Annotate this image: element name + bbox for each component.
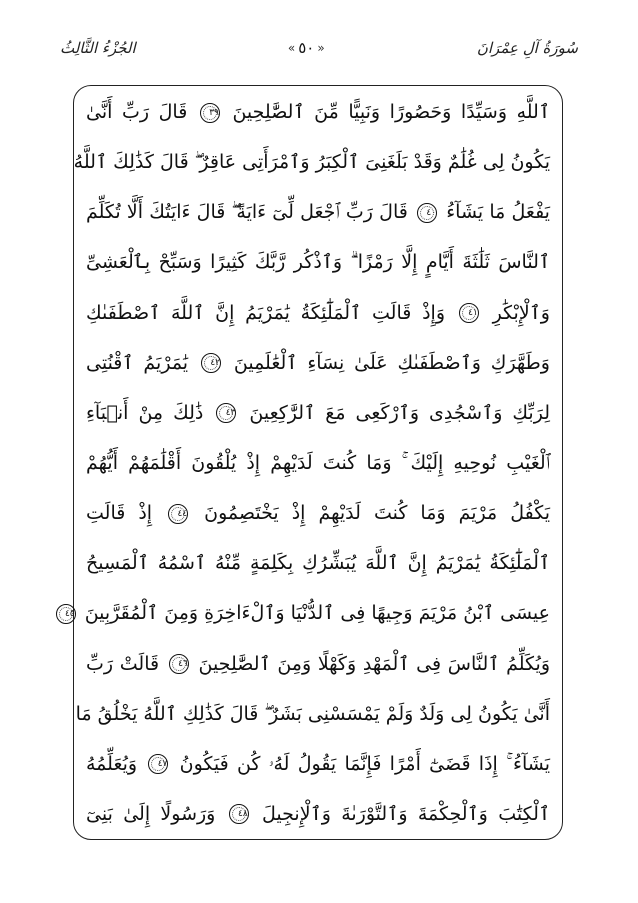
verse-text: أَنَّىٰ يَكُونُ لِى وَلَدٌ وَلَمْ يَمْسَسْنِى بَشَرٌ ۖ قَالَ كَذَٰلِكِ ٱللَّهُ يَخْلُقُ مَا [75,702,550,725]
page-number-block [288,39,325,57]
text-line [86,539,550,587]
text-line [64,589,550,637]
ayah-end-marker-icon: ٣٩ [200,103,220,123]
ayah-end-marker-icon: ٤٨ [229,804,249,824]
text-line [86,439,550,487]
verse-text: ٱلنَّاسَ ثَلَٰثَةَ أَيَّامٍ إِلَّا رَمْزًا ۗ وَٱذْكُر رَّبَّكَ كَثِيرًا وَسَبِّحْ بِٱلْعَشِىِّ [86,251,550,274]
page-header [60,30,578,66]
text-line [75,690,550,738]
verse-text: ٱلْمَلَٰٓئِكَةُ يَٰمَرْيَمُ إِنَّ ٱللَّهَ يُبَشِّرُكِ بِكَلِمَةٍ مِّنْهُ ٱسْمُهُ ٱلْمَسِيحُ [86,552,550,575]
ayah-end-marker-icon: ٤١ [459,303,479,323]
text-line [86,640,550,688]
text-line [86,389,550,437]
ayah-end-marker-icon: ٤٧ [148,754,168,774]
verse-text: يَٰمَرْيَمُ ٱقْنُتِى [86,351,189,374]
verse-text: وَٱلْإِبْكَٰرِ [492,301,550,324]
verse-text: ذَٰلِكَ مِنْ أَنۢبَآءِ [86,401,204,424]
verse-text: يَكْفُلُ مَرْيَمَ وَمَا كُنتَ لَدَيْهِمْ إِذْ يَخْتَصِمُونَ [204,502,550,525]
ayah-end-marker-icon: ٤٢ [201,353,221,373]
ayah-end-marker-icon: ٤٤ [168,504,188,524]
ornament-left-icon: « [287,41,296,55]
ornament-right-icon: » [317,41,325,55]
verse-text: قَالَتْ رَبِّ [86,652,160,675]
verse-text: وَيُكَلِّمُ ٱلنَّاسَ فِى ٱلْمَهْدِ وَكَهْلًا وَمِنَ ٱلصَّٰلِحِينَ [198,652,551,675]
verse-text: يَشَآءُ ۚ إِذَا قَضَىٰٓ أَمْرًا فَإِنَّمَا يَقُولُ لَهُۥ كُن فَيَكُونُ [179,752,550,775]
verse-text: ٱللَّهِ وَسَيِّدًا وَحَصُورًا وَنَبِيًّا مِّنَ ٱلصَّٰلِحِينَ [232,101,550,123]
verse-text: ٱلْكِتَٰبَ وَٱلْحِكْمَةَ وَٱلتَّوْرَىٰةَ وَٱلْإِنجِيلَ [262,802,550,825]
juz-title: الجُزْءُ الثَّالِثُ [60,39,136,57]
verse-text: وَيُعَلِّمُهُ [86,752,138,775]
text-line [86,740,550,788]
surah-title: سُورَةُ آلِ عِمْرَانَ [476,39,578,57]
ayah-end-marker-icon: ٤٥ [56,604,76,624]
text-line [73,138,550,186]
text-line [86,339,550,387]
verse-text: وَطَهَّرَكِ وَٱصْطَفَىٰكِ عَلَىٰ نِسَآءِ ٱلْعَٰلَمِينَ [233,351,550,374]
ayah-end-marker-icon: ٤٦ [169,654,189,674]
verse-text: وَإِذْ قَالَتِ ٱلْمَلَٰٓئِكَةُ يَٰمَرْيَمُ إِنَّ ٱللَّهَ ٱصْطَفَىٰكِ [86,301,446,324]
ayah-end-marker-icon: ٤٠ [417,203,437,223]
verse-text: ٱلْغَيْبِ نُوحِيهِ إِلَيْكَ ۚ وَمَا كُنتَ لَدَيْهِمْ إِذْ يُلْقُونَ أَقْلَٰمَهُمْ أَيُّهُمْ [86,451,550,474]
verse-text: قَالَ رَبِّ أَنَّىٰ [86,101,188,123]
ayah-end-marker-icon: ٤٣ [216,403,236,423]
verse-text: وَرَسُولًا إِلَىٰ بَنِىٓ [86,802,216,825]
verse-text: يَكُونُ لِى غُلَٰمٌ وَقَدْ بَلَغَنِىَ ٱلْكِبَرُ وَٱمْرَأَتِى عَاقِرٌ ۖ قَالَ كَذَٰلِكَ ٱللَّهُ [73,151,550,174]
text-line [86,289,550,337]
text-line [86,238,550,286]
verse-text: إِذْ قَالَتِ [86,502,153,525]
text-body [64,88,551,838]
verse-text: قَالَ رَبِّ ٱجْعَل لِّىٓ ءَايَةً ۖ قَالَ ءَايَتُكَ أَلَّا تُكَلِّمَ [86,201,408,224]
text-line [86,489,550,537]
verse-text: يَفْعَلُ مَا يَشَآءُ [446,201,550,224]
verse-text: عِيسَى ٱبْنُ مَرْيَمَ وَجِيهًا فِى ٱلدُّنْيَا وَٱلْءَاخِرَةِ وَمِنَ ٱلْمُقَرَّبِينَ [84,602,550,625]
verse-text: لِرَبِّكِ وَٱسْجُدِى وَٱرْكَعِى مَعَ ٱلرَّٰكِعِينَ [249,401,550,424]
text-line [86,790,550,838]
text-line [86,88,550,136]
page-number: ٥٠ [298,39,315,57]
text-line [86,188,550,236]
